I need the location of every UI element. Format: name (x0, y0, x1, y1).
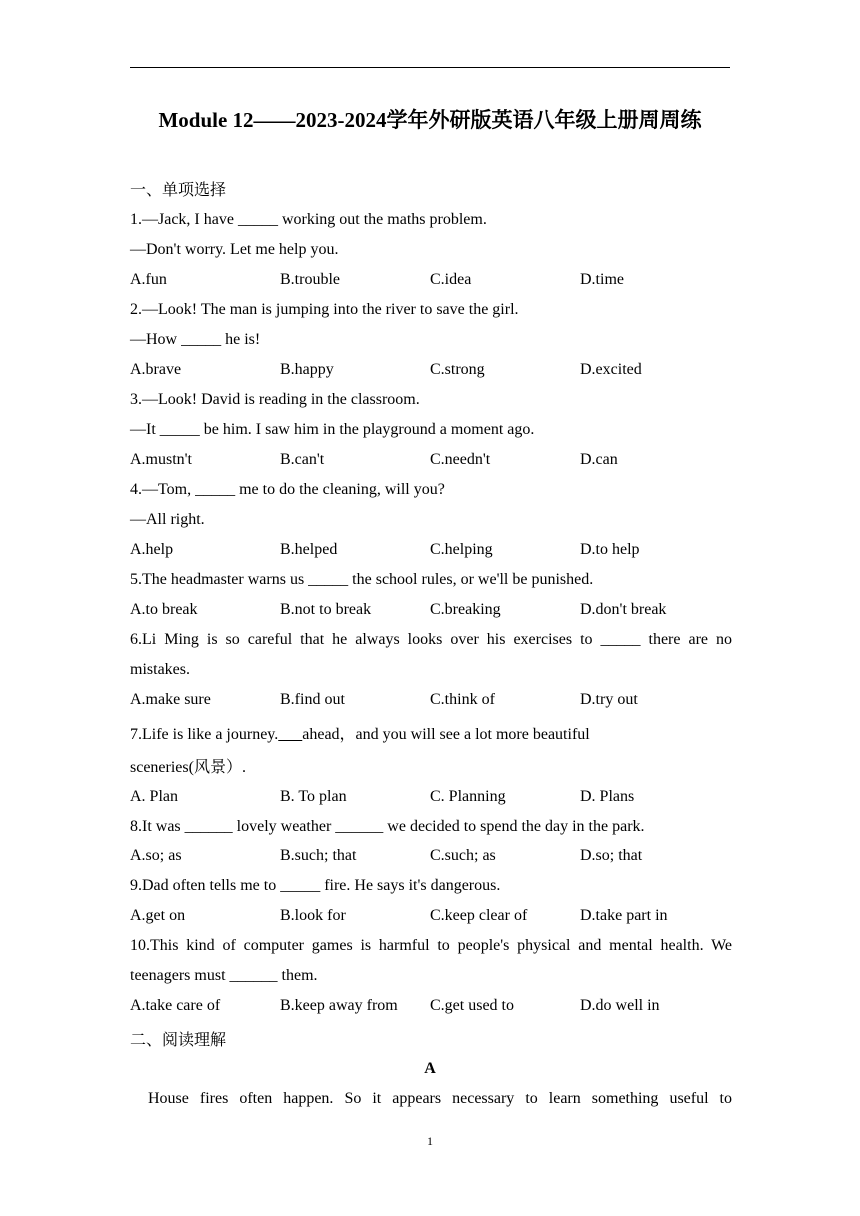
option-d: D.do well in (580, 997, 660, 1014)
question-6-stem-line-2: mistakes. (130, 661, 190, 678)
question-1-reply: —Don't worry. Let me help you. (130, 241, 339, 258)
option-a: A.so; as (130, 847, 182, 864)
question-4-reply: —All right. (130, 511, 205, 528)
question-7-stem-part-1: 7.Life is like a journey. (130, 726, 279, 743)
option-a: A. Plan (130, 788, 178, 805)
passage-line-1: House fires often happen. So it appears necessary to learn something useful to (148, 1090, 732, 1107)
option-d: D.to help (580, 541, 640, 558)
question-10-stem-line-2: teenagers must ______ them. (130, 967, 318, 984)
question-9-stem: 9.Dad often tells me to _____ fire. He says it's dangerous. (130, 877, 501, 894)
option-d: D.excited (580, 361, 642, 378)
question-5-options (130, 601, 732, 623)
option-a: A.help (130, 541, 174, 558)
question-4-stem: 4.—Tom, _____ me to do the cleaning, will you? (130, 481, 445, 498)
question-6-stem-line-1: 6.Li Ming is so careful that he always looks over his exercises to _____ there are no (130, 631, 732, 648)
option-a: A.get on (130, 907, 186, 924)
option-a: A.to break (130, 601, 198, 618)
option-d: D.try out (580, 691, 638, 708)
question-7-stem-line-2: sceneries(风景）. (130, 759, 246, 776)
option-c: C.idea (430, 271, 472, 288)
question-7-stem-line-1 (130, 721, 732, 744)
option-c: C.breaking (430, 601, 501, 618)
option-b: B.trouble (280, 271, 340, 288)
question-7-stem-part-2: ahead，and you will see a lot more beautiful (302, 726, 590, 743)
option-b: B.happy (280, 361, 334, 378)
option-c: C.needn't (430, 451, 491, 468)
option-a: A.fun (130, 271, 167, 288)
header-rule (130, 67, 730, 68)
section-heading-reading: 二、阅读理解 (130, 1032, 227, 1049)
option-a: A.brave (130, 361, 182, 378)
option-a: A.mustn't (130, 451, 192, 468)
option-b: B.helped (280, 541, 338, 558)
option-b: B.keep away from (280, 997, 398, 1014)
question-1-stem: 1.—Jack, I have _____ working out the maths problem. (130, 211, 487, 228)
question-10-options (130, 997, 732, 1019)
option-a: A.make sure (130, 691, 211, 708)
option-c: C.keep clear of (430, 907, 528, 924)
option-d: D.don't break (580, 601, 667, 618)
option-b: B. To plan (280, 788, 347, 805)
question-9-options (130, 907, 732, 929)
question-6-options (130, 691, 732, 713)
page-number: 1 (427, 1134, 433, 1148)
question-7-blank (278, 726, 302, 743)
question-3-stem: 3.—Look! David is reading in the classroom. (130, 391, 420, 408)
option-d: D.take part in (580, 907, 668, 924)
option-d: D. Plans (580, 788, 635, 805)
page-title: Module 12——2023-2024学年外研版英语八年级上册周周练 (158, 108, 702, 132)
option-c: C. Planning (430, 788, 506, 805)
question-8-options (130, 847, 732, 869)
passage-label: A (424, 1060, 436, 1077)
question-8-stem: 8.It was ______ lovely weather ______ we decided to spend the day in the park. (130, 818, 645, 835)
option-b: B.find out (280, 691, 345, 708)
question-7-options (130, 788, 732, 810)
option-c: C.helping (430, 541, 493, 558)
option-c: C.get used to (430, 997, 514, 1014)
option-d: D.time (580, 271, 624, 288)
option-b: B.can't (280, 451, 325, 468)
option-c: C.strong (430, 361, 485, 378)
question-1-options (130, 271, 732, 293)
question-2-options (130, 361, 732, 383)
question-3-options (130, 451, 732, 473)
option-c: C.such; as (430, 847, 496, 864)
question-10-stem-line-1: 10.This kind of computer games is harmful to people's physical and mental health. We (130, 937, 732, 954)
question-5-stem: 5.The headmaster warns us _____ the school rules, or we'll be punished. (130, 571, 594, 588)
option-b: B.such; that (280, 847, 357, 864)
option-a: A.take care of (130, 997, 221, 1014)
question-3-reply: —It _____ be him. I saw him in the playground a moment ago. (130, 421, 535, 438)
option-b: B.not to break (280, 601, 372, 618)
question-4-options (130, 541, 732, 563)
section-heading-single-choice: 一、单项选择 (130, 182, 227, 199)
question-2-stem: 2.—Look! The man is jumping into the river to save the girl. (130, 301, 519, 318)
option-b: B.look for (280, 907, 346, 924)
question-2-reply: —How _____ he is! (130, 331, 261, 348)
option-d: D.can (580, 451, 618, 468)
option-d: D.so; that (580, 847, 643, 864)
option-c: C.think of (430, 691, 495, 708)
